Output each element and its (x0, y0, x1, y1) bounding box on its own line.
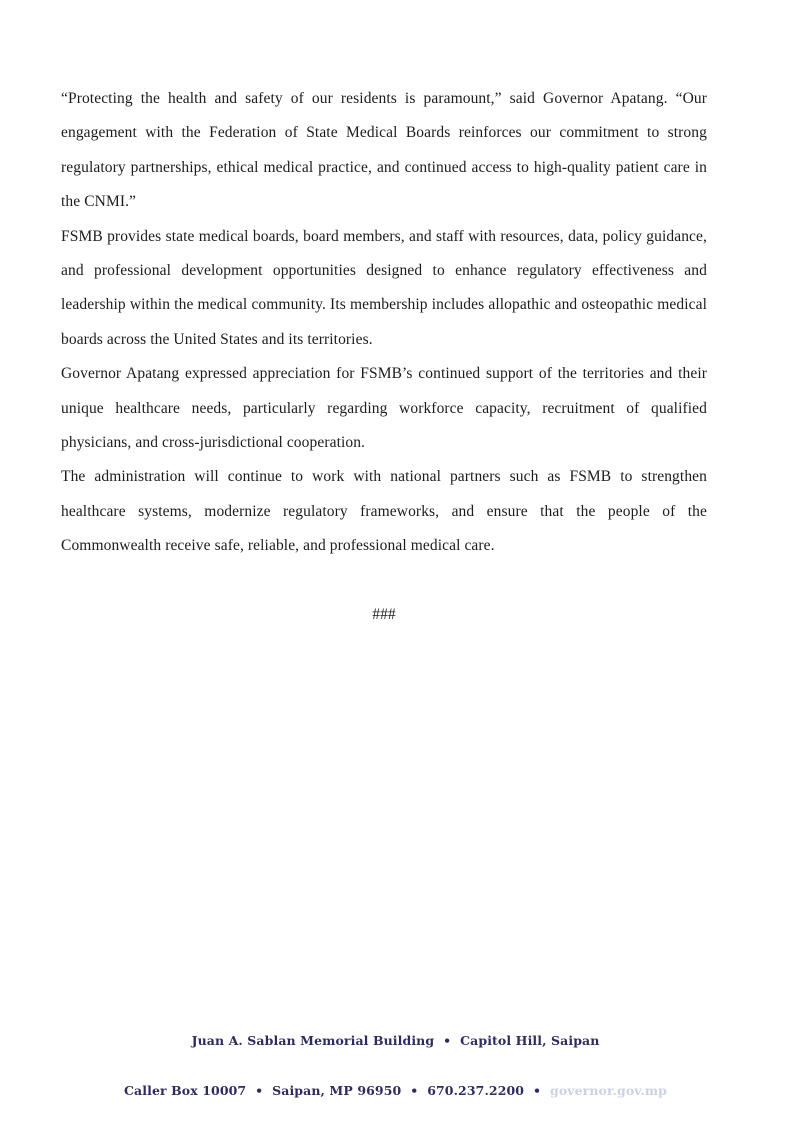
body-paragraph-4: The administration will continue to work with national partners such as FSMB to strengthen healthcare systems, modernize regulatory frameworks, and ensure that the people of the Commonwealth receive safe, reliable, and professional medical care. (61, 468, 707, 555)
footer-website-link[interactable]: governor.gov.mp (549, 1082, 667, 1098)
body-paragraph-1: “Protecting the health and safety of our residents is paramount,” said Governor Apatang. “Our engagement with the Federation of State Medical Boards reinforces our commitment to strong regulatory partnerships, ethical medical practice, and continued access to high-quality patient care in the CNMI.” (61, 90, 707, 211)
footer-address-line1: Juan A. Sablan Memorial Building • Capitol Hill, Saipan (191, 1033, 600, 1048)
footer-address-line2 (0, 1083, 791, 1100)
footer-address-text: Caller Box 10007 • Saipan, MP 96950 • 670.237.2200 • (124, 1082, 550, 1098)
body-paragraph-3: Governor Apatang expressed appreciation for FSMB’s continued support of the territories and their unique healthcare needs, particularly regarding workforce capacity, recruitment of qualified physicians, and cross-jurisdictional cooperation. (61, 365, 707, 452)
press-release-end-mark: ### (372, 605, 396, 623)
press-release-body (61, 82, 707, 632)
body-paragraph-2: FSMB provides state medical boards, board members, and staff with resources, data, policy guidance, and professional development opportunities designed to enhance regulatory effectiveness and leadership within the medical community. Its membership includes allopathic and osteopathic medical boards across the United States and its territories. (61, 227, 707, 348)
letterhead-footer (0, 1000, 791, 1132)
